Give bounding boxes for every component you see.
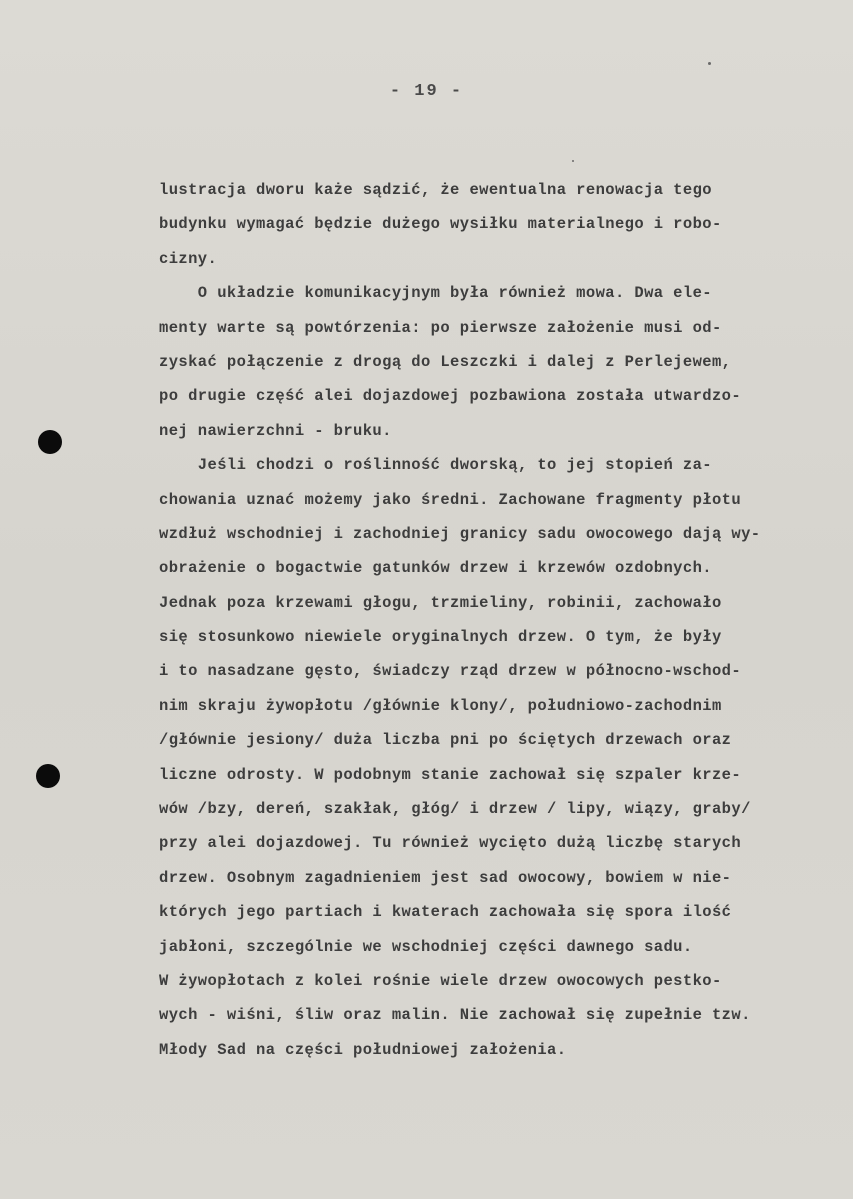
text-line: wych - wiśni, śliw oraz malin. Nie zachował się zupełnie tzw.	[159, 1006, 751, 1025]
text-line: chowania uznać możemy jako średni. Zachowane fragmenty płotu	[159, 490, 742, 509]
text-line: zyskać połączenie z drogą do Leszczki i dalej z Perlejewem,	[159, 352, 732, 371]
text-line: jabłoni, szczególnie we wschodniej części dawnego sadu.	[159, 937, 693, 956]
text-line: których jego partiach i kwaterach zachowała się spora ilość	[159, 903, 732, 922]
body-text	[159, 173, 827, 1067]
text-line: po drugie część alei dojazdowej pozbawiona została utwardzo-	[159, 387, 742, 406]
text-line: menty warte są powtórzenia: po pierwsze założenie musi od-	[159, 318, 722, 337]
text-line: lustracja dworu każe sądzić, że ewentualna renowacja tego	[159, 181, 712, 199]
page-number: - 19 -	[389, 82, 464, 101]
punch-hole	[36, 764, 60, 788]
text-line: Jednak poza krzewami głogu, trzmieliny, robinii, zachowało	[159, 593, 722, 612]
text-line: cizny.	[159, 249, 218, 268]
paper-speck	[708, 62, 711, 65]
text-line: nej nawierzchni - bruku.	[159, 421, 392, 440]
text-line: nim skraju żywopłotu /głównie klony/, południowo-zachodnim	[159, 696, 722, 715]
text-line: W żywopłotach z kolei rośnie wiele drzew owocowych pestko-	[159, 971, 722, 990]
text-line: i to nasadzane gęsto, świadczy rząd drzew w północno-wschod-	[159, 662, 742, 681]
text-line: przy alei dojazdowej. Tu również wycięto dużą liczbę starych	[159, 834, 742, 853]
text-line: się stosunkowo niewiele oryginalnych drzew. O tym, że były	[159, 628, 722, 647]
text-line: budynku wymagać będzie dużego wysiłku materialnego i robo-	[159, 215, 722, 234]
paper-speck	[572, 160, 574, 162]
punch-hole	[38, 430, 62, 454]
text-line: drzew. Osobnym zagadnieniem jest sad owocowy, bowiem w nie-	[159, 868, 732, 887]
text-line: O układzie komunikacyjnym była również mowa. Dwa ele-	[159, 284, 712, 303]
text-line: Jeśli chodzi o roślinność dworską, to jej stopień za-	[159, 456, 712, 475]
text-line: /głównie jesiony/ duża liczba pni po ściętych drzewach oraz	[159, 731, 732, 750]
text-line: Młody Sad na części południowej założenia.	[159, 1040, 567, 1059]
text-line: liczne odrosty. W podobnym stanie zachował się szpaler krze-	[159, 765, 742, 784]
text-line: wów /bzy, dereń, szakłak, głóg/ i drzew / lipy, wiązy, graby/	[159, 800, 751, 819]
text-line: wzdłuż wschodniej i zachodniej granicy sadu owocowego dają wy-	[159, 524, 761, 543]
text-line: obrażenie o bogactwie gatunków drzew i krzewów ozdobnych.	[159, 559, 712, 578]
